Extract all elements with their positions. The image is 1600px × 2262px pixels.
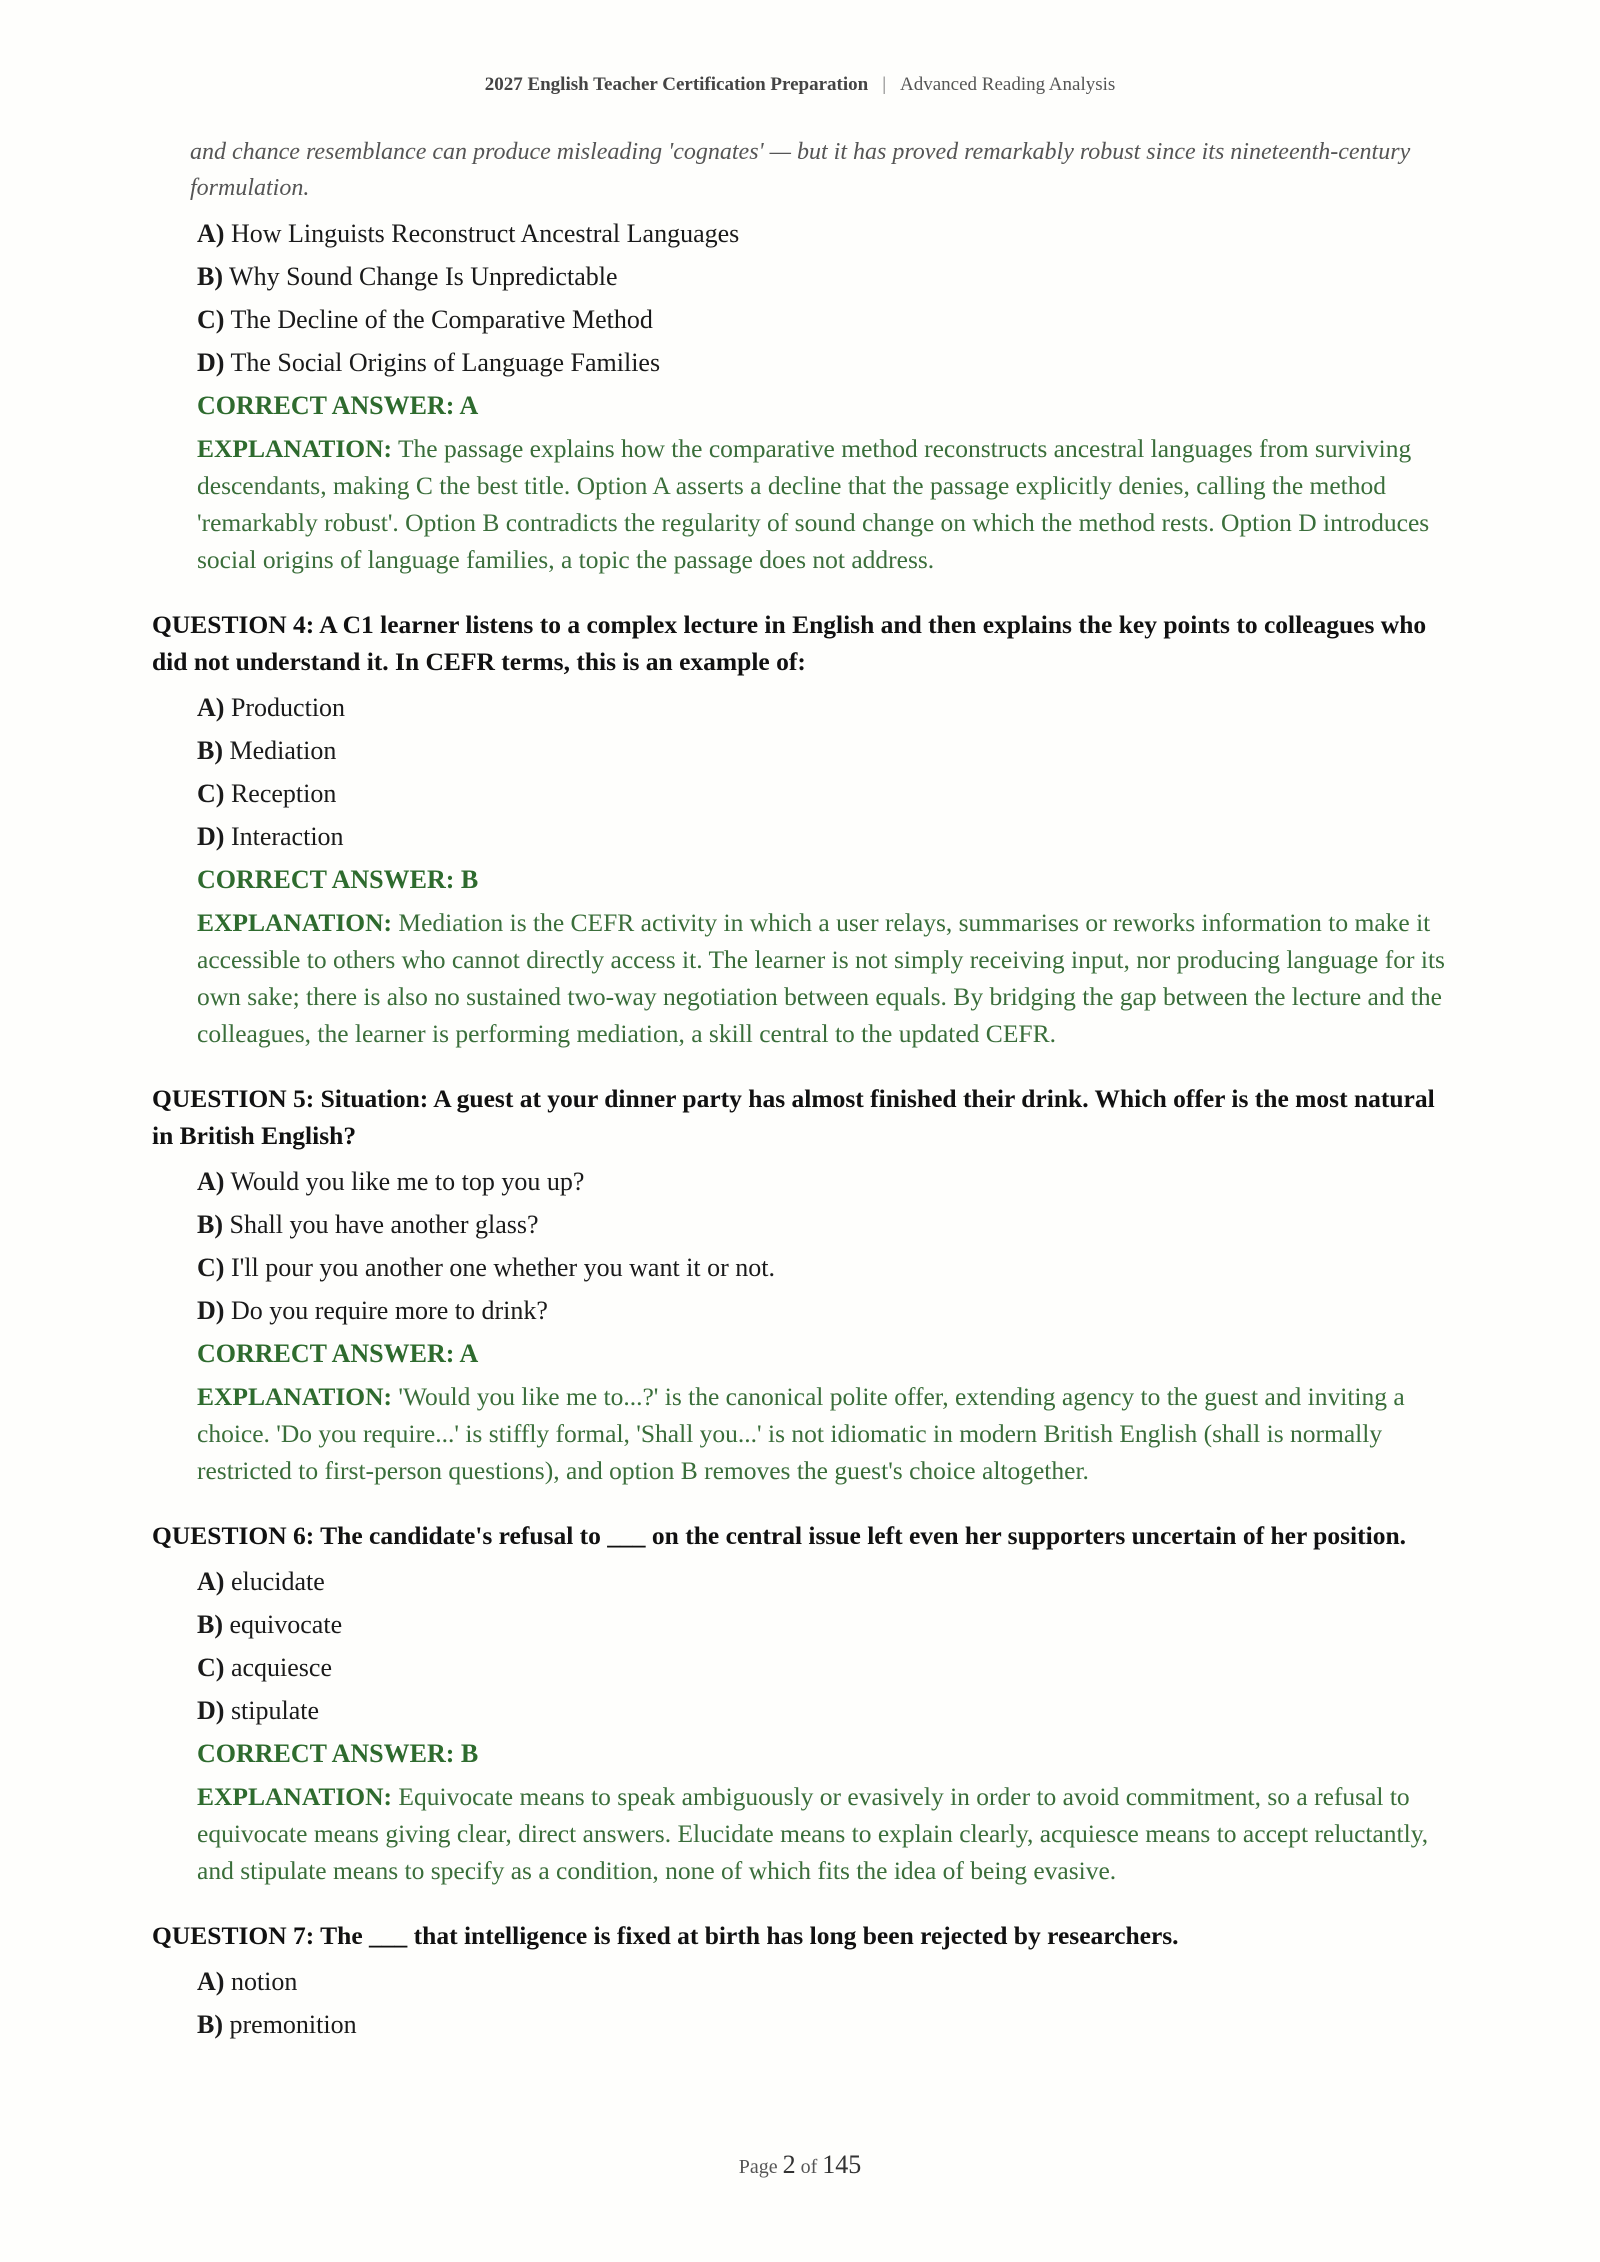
option-text: How Linguists Reconstruct Ancestral Languages	[230, 219, 740, 248]
option-letter: C)	[197, 779, 225, 808]
explanation-label: EXPLANATION:	[197, 908, 393, 937]
q6-option-c	[197, 1646, 1452, 1689]
q3-explanation	[197, 430, 1452, 578]
q5-correct-answer: CORRECT ANSWER: A	[197, 1339, 479, 1368]
header-subtitle: Advanced Reading Analysis	[900, 74, 1116, 95]
explanation-label: EXPLANATION:	[197, 434, 393, 463]
q4-explanation	[197, 904, 1452, 1052]
q4-option-c	[197, 772, 1452, 815]
q3-options	[197, 212, 1452, 384]
option-text: Why Sound Change Is Unpredictable	[229, 262, 618, 291]
explanation-text: Equivocate means to speak ambiguously or evasively in order to avoid commitment, so a refusal to equivocate means giving clear, direct answers. Elucidate means to explain clearly, acquiesce means to accept reluctantly, and stipulate means to specify as a condition, none of which fits the idea of being evasive.	[197, 1782, 1429, 1885]
explanation-label: EXPLANATION:	[197, 1782, 393, 1811]
option-letter: C)	[197, 1253, 225, 1282]
option-text: premonition	[229, 2010, 357, 2039]
option-text: notion	[230, 1967, 298, 1996]
header-separator: |	[882, 74, 887, 95]
q3-option-c	[197, 298, 1452, 341]
option-letter: B)	[197, 262, 223, 291]
option-text: Production	[230, 693, 346, 722]
q5-option-c	[197, 1246, 1452, 1289]
option-letter: B)	[197, 1210, 223, 1239]
q7-question: QUESTION 7: The ___ that intelligence is fixed at birth has long been rejected by researchers.	[152, 1921, 1179, 1950]
q3-option-b	[197, 255, 1452, 298]
q6-option-b	[197, 1603, 1452, 1646]
option-letter: D)	[197, 822, 225, 851]
explanation-text: The passage explains how the comparative method reconstructs ancestral languages from surviving descendants, making C the best title. Option A asserts a decline that the passage explicitly denies, calling the method 'remarkably robust'. Option B contradicts the regularity of sound change on which the method rests. Option D introduces social origins of language families, a topic the passage does not address.	[197, 434, 1430, 574]
option-text: Do you require more to drink?	[230, 1296, 548, 1325]
option-text: equivocate	[229, 1610, 343, 1639]
option-letter: D)	[197, 348, 225, 377]
q3-correct-answer: CORRECT ANSWER: A	[197, 391, 479, 420]
explanation-text: 'Would you like me to...?' is the canonical polite offer, extending agency to the guest and inviting a choice. 'Do you require...' is stiffly formal, 'Shall you...' is not idiomatic in modern British English (shall is normally restricted to first-person questions), and option B removes the guest's choice altogether.	[197, 1382, 1405, 1485]
q6-correct-answer: CORRECT ANSWER: B	[197, 1739, 479, 1768]
q5-options	[197, 1160, 1452, 1332]
option-letter: A)	[197, 1567, 225, 1596]
q4-options	[197, 686, 1452, 858]
q6-explanation	[197, 1778, 1452, 1889]
page-content	[152, 134, 1452, 2046]
option-text: The Social Origins of Language Families	[230, 348, 661, 377]
q3-option-a	[197, 212, 1452, 255]
option-text: The Decline of the Comparative Method	[230, 305, 653, 334]
option-letter: A)	[197, 219, 225, 248]
q4-option-b	[197, 729, 1452, 772]
q6-options	[197, 1560, 1452, 1732]
option-letter: A)	[197, 693, 225, 722]
footer-of-word: of	[800, 2156, 818, 2178]
option-letter: B)	[197, 2010, 223, 2039]
option-letter: C)	[197, 1653, 225, 1682]
option-letter: D)	[197, 1696, 225, 1725]
q7-option-a	[197, 1960, 1452, 2003]
option-text: acquiesce	[230, 1653, 332, 1682]
q7-options	[197, 1960, 1452, 2046]
q3-option-d	[197, 341, 1452, 384]
passage-tail: and chance resemblance can produce misleading 'cognates' — but it has proved remarkably robust since its nineteenth-century formulation.	[190, 139, 1411, 201]
header-title: 2027 English Teacher Certification Preparation	[484, 74, 869, 95]
q4-option-a	[197, 686, 1452, 729]
option-letter: B)	[197, 736, 223, 765]
footer-total-pages: 145	[822, 2150, 862, 2179]
q5-option-a	[197, 1160, 1452, 1203]
q7-option-b	[197, 2003, 1452, 2046]
footer-page-word: Page	[738, 2156, 778, 2178]
q6-question: QUESTION 6: The candidate's refusal to ___ on the central issue left even her supporters uncertain of her position.	[152, 1521, 1406, 1550]
q4-option-d	[197, 815, 1452, 858]
q5-question: QUESTION 5: Situation: A guest at your dinner party has almost finished their drink. Which offer is the most natural in British English?	[152, 1084, 1435, 1150]
option-text: Mediation	[229, 736, 337, 765]
q6-option-a	[197, 1560, 1452, 1603]
option-letter: C)	[197, 305, 225, 334]
q5-explanation	[197, 1378, 1452, 1489]
option-text: stipulate	[230, 1696, 320, 1725]
explanation-label: EXPLANATION:	[197, 1382, 393, 1411]
option-letter: B)	[197, 1610, 223, 1639]
option-text: Would you like me to top you up?	[230, 1167, 585, 1196]
option-text: I'll pour you another one whether you want it or not.	[230, 1253, 775, 1282]
option-letter: D)	[197, 1296, 225, 1325]
q5-option-d	[197, 1289, 1452, 1332]
page-footer	[0, 2150, 1600, 2180]
option-text: Reception	[230, 779, 337, 808]
explanation-text: Mediation is the CEFR activity in which a user relays, summarises or reworks information to make it accessible to others who cannot directly access it. The learner is not simply receiving input, nor producing language for its own sake; there is also no sustained two-way negotiation between equals. By bridging the gap between the lecture and the colleagues, the learner is performing mediation, a skill central to the updated CEFR.	[197, 908, 1445, 1048]
option-text: elucidate	[230, 1567, 325, 1596]
option-letter: A)	[197, 1967, 225, 1996]
q4-correct-answer: CORRECT ANSWER: B	[197, 865, 479, 894]
footer-page-number: 2	[782, 2150, 796, 2179]
q4-question: QUESTION 4: A C1 learner listens to a complex lecture in English and then explains the key points to colleagues who did not understand it. In CEFR terms, this is an example of:	[152, 610, 1427, 676]
q5-option-b	[197, 1203, 1452, 1246]
option-text: Interaction	[230, 822, 344, 851]
page-header	[0, 74, 1600, 96]
option-text: Shall you have another glass?	[229, 1210, 539, 1239]
q6-option-d	[197, 1689, 1452, 1732]
option-letter: A)	[197, 1167, 225, 1196]
